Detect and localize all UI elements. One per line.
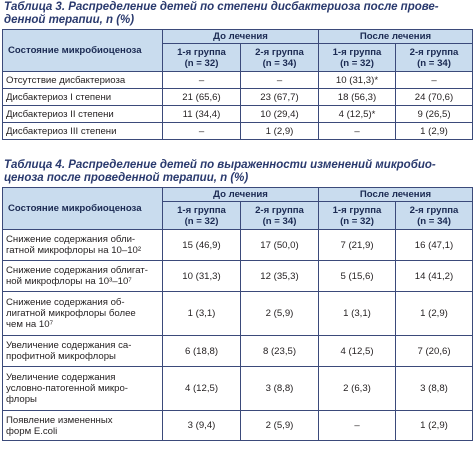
table-row (3, 292, 473, 336)
table3 (2, 29, 473, 140)
cell: 5 (15,6) (319, 261, 396, 292)
row-label (3, 261, 163, 292)
cell: 6 (18,8) (163, 336, 241, 367)
cell: 16 (47,1) (396, 230, 473, 261)
cell: 21 (65,6) (163, 89, 241, 106)
cell: – (163, 72, 241, 89)
cell: 1 (2,9) (396, 123, 473, 140)
table3-header-g2-after: 2-я группа (n = 34) (396, 44, 473, 72)
table3-header-after: После лечения (319, 30, 473, 44)
cell: 18 (56,3) (319, 89, 396, 106)
row-label-line: Снижение содержания обли- (6, 234, 136, 245)
cell: 2 (5,9) (241, 411, 319, 441)
table-row (3, 336, 473, 367)
row-label-line: Снижение содержания об- (6, 297, 125, 308)
row-label-line: профитной микрофлоры (6, 351, 116, 362)
table4-caption: Таблица 4. Распределение детей по выраженности изменений микробио- ценоза после проведенной терапии, n (%) (4, 159, 436, 184)
table3-header-g1-after: 1-я группа (n = 32) (319, 44, 396, 72)
table-row (3, 411, 473, 441)
table-row (3, 261, 473, 292)
table-row (3, 367, 473, 411)
table3-header-g1-before: 1-я группа (n = 32) (163, 44, 241, 72)
table4-header-before: До лечения (163, 188, 319, 202)
cell: – (241, 72, 319, 89)
table4 (2, 187, 473, 441)
table3-header-g2-before: 2-я группа (n = 34) (241, 44, 319, 72)
cell: 17 (50,0) (241, 230, 319, 261)
table4-header-g1-before: 1-я группа (n = 32) (163, 202, 241, 230)
table-row (3, 89, 473, 106)
cell: 1 (2,9) (396, 411, 473, 441)
table3-header-before: До лечения (163, 30, 319, 44)
table4-header-after: После лечения (319, 188, 473, 202)
row-label-line: гатной микрофлоры на 10–10² (6, 245, 142, 256)
cell: 1 (2,9) (396, 292, 473, 336)
table4-header-g2-before: 2-я группа (n = 34) (241, 202, 319, 230)
cell: – (319, 123, 396, 140)
cell: 1 (2,9) (241, 123, 319, 140)
cell: 15 (46,9) (163, 230, 241, 261)
cell: 1 (3,1) (163, 292, 241, 336)
cell: 7 (21,9) (319, 230, 396, 261)
table-row (3, 106, 473, 123)
row-label-line: форм E.coli (6, 425, 58, 437)
table3-caption: Таблица 3. Распределение детей по степени дисбактериоза после прове- денной терапии, n (%) (4, 1, 439, 26)
table4-header-g1-after: 1-я группа (n = 32) (319, 202, 396, 230)
cell: 23 (67,7) (241, 89, 319, 106)
row-label (3, 292, 163, 336)
row-label (3, 230, 163, 261)
cell: – (163, 123, 241, 140)
cell: – (319, 411, 396, 441)
cell: 3 (8,8) (396, 367, 473, 411)
cell: 12 (35,3) (241, 261, 319, 292)
cell: 10 (31,3) (163, 261, 241, 292)
cell: 24 (70,6) (396, 89, 473, 106)
row-label (3, 367, 163, 411)
cell: 4 (12,5)* (319, 106, 396, 123)
row-label: Дисбактериоз II степени (3, 106, 163, 123)
cell: 1 (3,1) (319, 292, 396, 336)
row-label-line: флоры (6, 394, 37, 405)
row-label-line: Увеличение содержания (6, 372, 116, 383)
row-label: Дисбактериоз I степени (3, 89, 163, 106)
cell: 14 (41,2) (396, 261, 473, 292)
cell: 4 (12,5) (319, 336, 396, 367)
row-label-line: Увеличение содержания са- (6, 340, 132, 351)
table3-header-state: Состояние микробиоценоза (3, 30, 163, 72)
cell: 11 (34,4) (163, 106, 241, 123)
row-label-line: лигатной микрофлоры более (6, 308, 136, 319)
cell: 9 (26,5) (396, 106, 473, 123)
cell: – (396, 72, 473, 89)
cell: 10 (29,4) (241, 106, 319, 123)
cell: 7 (20,6) (396, 336, 473, 367)
table4-header-g2-after: 2-я группа (n = 34) (396, 202, 473, 230)
row-label: Дисбактериоз III степени (3, 123, 163, 140)
row-label-line: Появление измененных (6, 414, 113, 426)
row-label-line: условно-патогенной микро- (6, 383, 128, 394)
cell: 8 (23,5) (241, 336, 319, 367)
cell: 2 (5,9) (241, 292, 319, 336)
table-row (3, 72, 473, 89)
row-label-line: ной микрофлоры на 10³–10⁷ (6, 276, 132, 287)
row-label (3, 336, 163, 367)
row-label: Отсутствие дисбактериоза (3, 72, 163, 89)
table-row (3, 230, 473, 261)
table-row (3, 123, 473, 140)
cell: 2 (6,3) (319, 367, 396, 411)
row-label-line: чем на 10⁷ (6, 319, 54, 330)
table4-header-state: Состояние микробиоценоза (3, 188, 163, 230)
cell: 10 (31,3)* (319, 72, 396, 89)
row-label (3, 411, 163, 441)
row-label-line: Снижение содержания облигат- (6, 265, 148, 276)
cell: 3 (8,8) (241, 367, 319, 411)
cell: 3 (9,4) (163, 411, 241, 441)
cell: 4 (12,5) (163, 367, 241, 411)
